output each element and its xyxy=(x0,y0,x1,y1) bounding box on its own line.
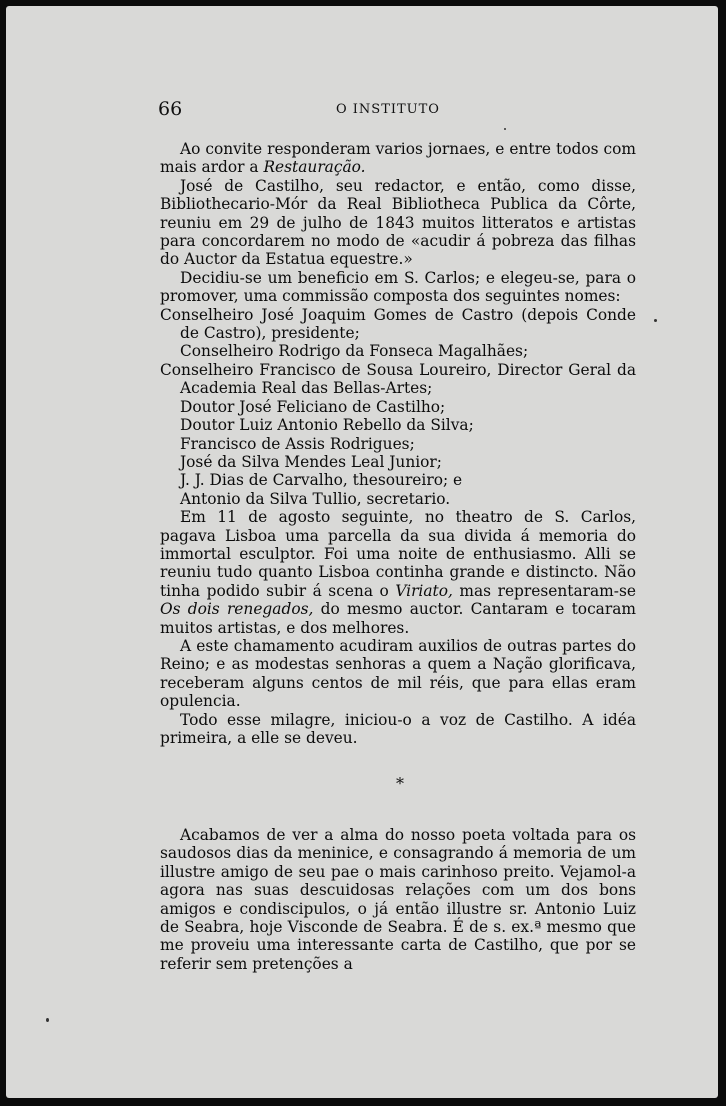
commission-member: Antonio da Silva Tullio, secretario. xyxy=(180,489,451,508)
play-title: Viriato, xyxy=(395,581,453,600)
page-header xyxy=(6,98,718,122)
commission-member: Conselheiro Rodrigo da Fonseca Magalhães; xyxy=(180,342,529,361)
paragraph: Todo esse milagre, iniciou-o a voz de Castilho. A idéa primeira, a elle se deveu. xyxy=(160,710,636,747)
commission-member: J. J. Dias de Carvalho, thesoureiro; e xyxy=(180,471,463,490)
section-separator: * xyxy=(396,774,404,793)
section-commission xyxy=(160,140,636,747)
commission-member: Conselheiro Francisco de Sousa Loureiro, Director Geral da Academia Real das Bellas-Artes; xyxy=(160,360,636,398)
commission-member: Francisco de Assis Rodrigues; xyxy=(180,434,415,453)
commission-member: Doutor Luiz Antonio Rebello da Silva; xyxy=(180,416,474,435)
paragraph: Ao convite responderam varios jornaes, e entre todos com mais ardor a Restauração. xyxy=(160,140,636,177)
ink-speck xyxy=(504,128,506,130)
ink-speck xyxy=(46,1018,49,1022)
page-number: 66 xyxy=(158,98,183,120)
commission-member: José da Silva Mendes Leal Junior; xyxy=(180,452,442,471)
paragraph: José de Castilho, seu redactor, e então, como disse, Bibliothecario-Mór da Real Bibliotheca Publica da Côrte, reuniu em 29 de julho de 1843 muitos litteratos e artistas para concordarem no modo de «acudir á pobreza das filhas do Auctor da Estatua equestre.» xyxy=(160,176,636,269)
play-title: Os dois renegados, xyxy=(160,600,314,619)
paragraph: Decidiu-se um beneficio em S. Carlos; e elegeu-se, para o promover, uma commissão composta dos seguintes nomes: xyxy=(160,268,636,306)
paragraph: A este chamamento acudiram auxilios de outras partes do Reino; e as modestas senhoras a quem a Nação glorificava, receberam alguns centos de mil réis, que para ellas eram opulencia. xyxy=(160,636,636,711)
newspaper-title: Restauração. xyxy=(263,158,366,177)
commission-member: Doutor José Feliciano de Castilho; xyxy=(180,397,446,416)
paragraph: Acabamos de ver a alma do nosso poeta voltada para os saudosos dias da meninice, e consagrando á memoria de um illustre amigo de seu pae o mais carinhoso preito. Vejamol-a agora nas suas descuidosas relações com um dos bons amigos e condiscipulos, o já então illustre sr. Antonio Luiz de Seabra, hoje Visconde de Seabra. É de s. ex.ª mesmo que me proveiu uma interessante carta de Castilho, que por se referir sem pretenções a xyxy=(160,826,636,973)
commission-member: Conselheiro José Joaquim Gomes de Castro (depois Conde de Castro), presidente; xyxy=(160,305,636,343)
ink-speck xyxy=(654,319,657,322)
paragraph: Em 11 de agosto seguinte, no theatro de S. Carlos, pagava Lisboa uma parcella da sua divida á memoria do immortal esculptor. Foi uma noite de enthusiasmo. Alli se reuniu tudo quanto Lisboa continha grande e distincto. Não tinha podido subir á scena o Viriato, mas representaram-se Os dois renegados, do mesmo auctor. Cantaram e tocaram muitos artistas, e dos melhores. xyxy=(160,508,636,637)
section-seabra xyxy=(160,826,636,973)
running-title: O INSTITUTO xyxy=(336,102,440,117)
book-page xyxy=(6,6,718,1098)
